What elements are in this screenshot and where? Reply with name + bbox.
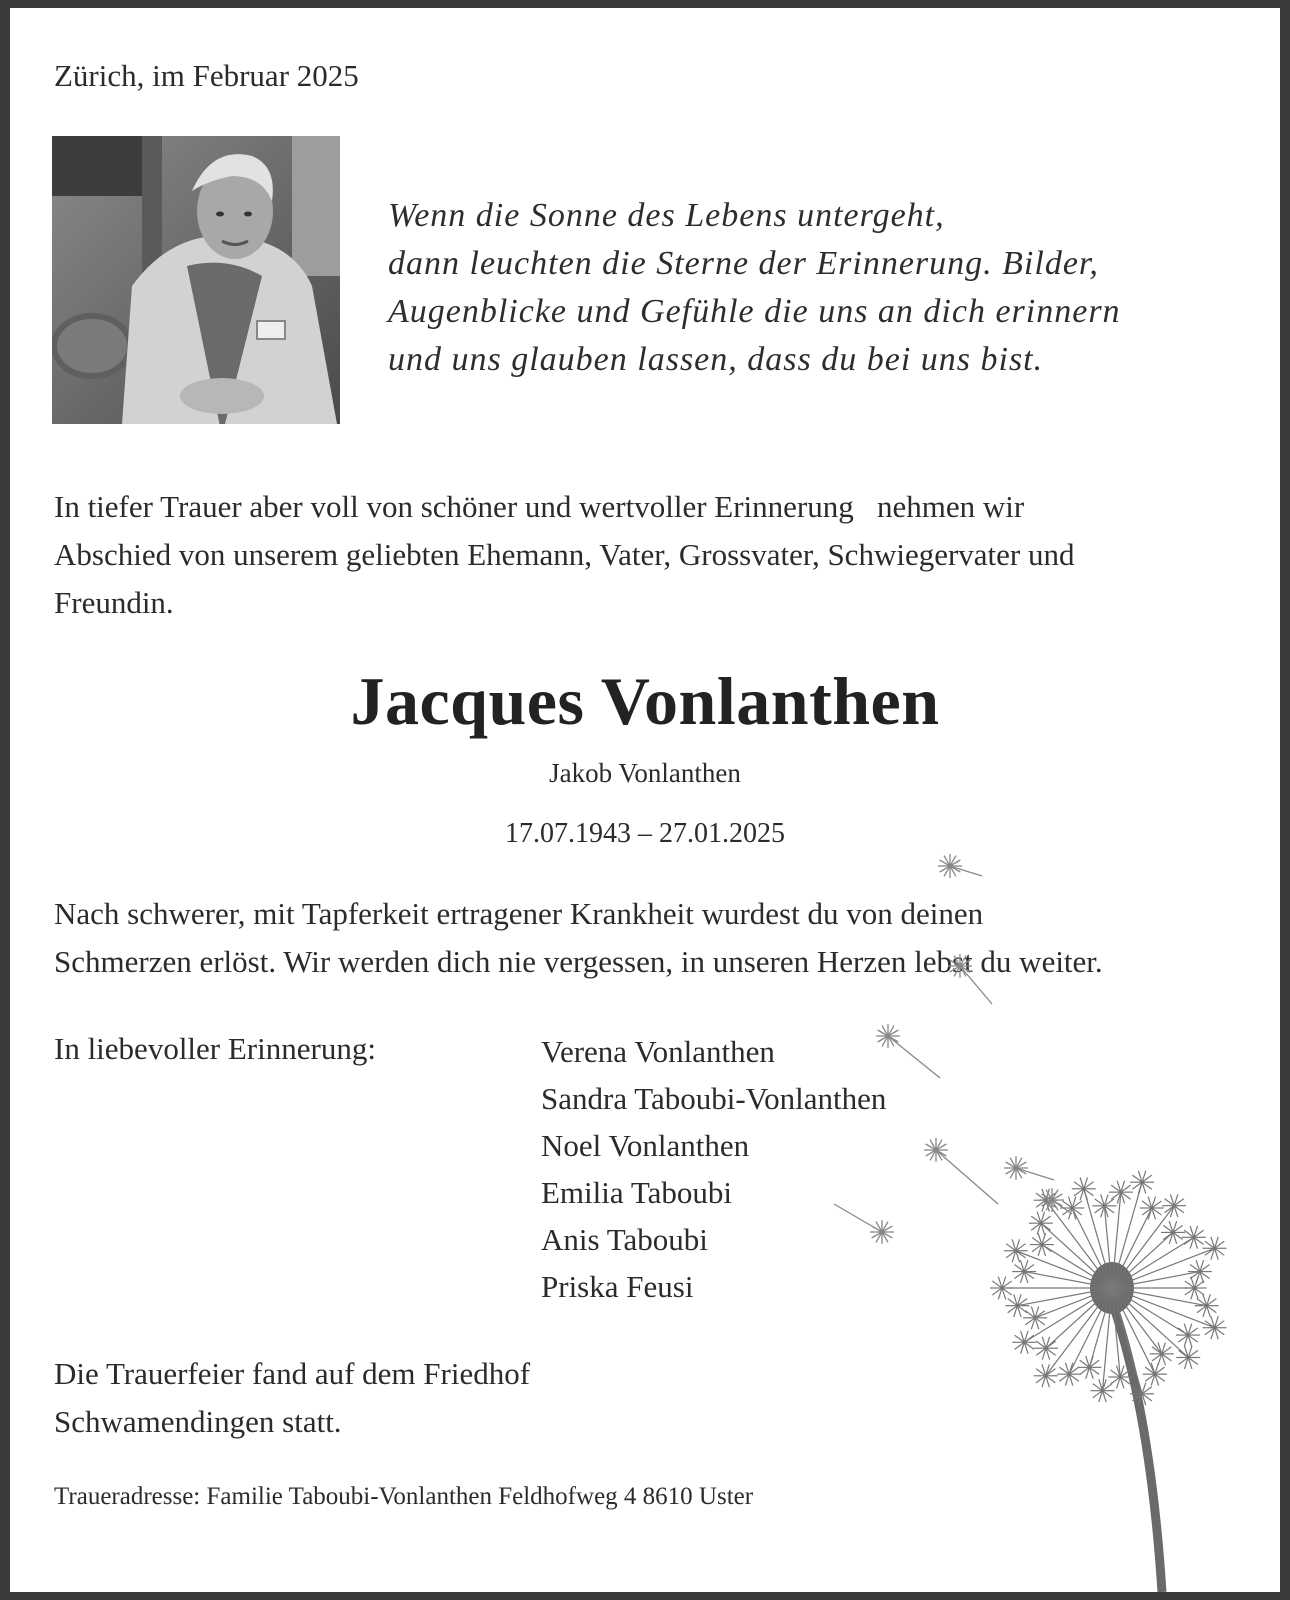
memorial-verse bbox=[388, 192, 1248, 384]
life-dates: 17.07.1943 – 27.01.2025 bbox=[505, 818, 785, 849]
memory-label: In liebevoller Erinnerung: bbox=[54, 1031, 376, 1066]
portrait-illustration bbox=[52, 136, 340, 424]
deceased-name: Jacques Vonlanthen bbox=[350, 663, 940, 739]
obituary-card bbox=[10, 8, 1280, 1592]
seed-puff bbox=[948, 954, 972, 978]
intro-line: In tiefer Trauer aber voll von schöner und wertvoller Erinnerung nehmen wir bbox=[54, 489, 1025, 524]
message-line: Nach schwerer, mit Tapferkeit ertragener Krankheit wurdest du von deinen bbox=[54, 896, 984, 931]
seed-puff bbox=[938, 854, 962, 878]
message-line: Schmerzen erlöst. Wir werden dich nie vergessen, in unseren Herzen lebst du weiter. bbox=[54, 944, 1103, 979]
mourner-name: Priska Feusi bbox=[541, 1269, 694, 1304]
place-date: Zürich, im Februar 2025 bbox=[54, 58, 359, 93]
dandelion-illustration bbox=[820, 848, 1280, 1592]
verse-line: Wenn die Sonne des Lebens untergeht, bbox=[388, 197, 945, 234]
mourner-name: Sandra Taboubi-Vonlanthen bbox=[541, 1081, 887, 1116]
mourner-name: Emilia Taboubi bbox=[541, 1175, 732, 1210]
seed-puff bbox=[876, 1024, 900, 1048]
seed-puff bbox=[1004, 1156, 1028, 1180]
flying-seeds bbox=[834, 854, 1072, 1244]
portrait-photo bbox=[52, 136, 340, 424]
deceased-birth-name: Jakob Vonlanthen bbox=[549, 758, 741, 788]
seed-puff bbox=[870, 1220, 894, 1244]
ceremony-line: Schwamendingen statt. bbox=[54, 1404, 342, 1439]
ceremony-note bbox=[54, 1350, 530, 1446]
verse-line: Augenblicke und Gefühle die uns an dich erinnern bbox=[388, 293, 1121, 330]
intro-line: Freundin. bbox=[54, 585, 174, 620]
mourner-name: Anis Taboubi bbox=[541, 1222, 708, 1257]
mourner-name: Noel Vonlanthen bbox=[541, 1128, 750, 1163]
dandelion-flower bbox=[990, 1171, 1227, 1592]
mourning-address: Traueradresse: Familie Taboubi-Vonlanthen Feldhofweg 4 8610 Uster bbox=[54, 1483, 754, 1510]
mourner-name: Verena Vonlanthen bbox=[541, 1034, 775, 1069]
seed-puff bbox=[924, 1138, 948, 1162]
verse-line: dann leuchten die Sterne der Erinnerung. Bilder, bbox=[388, 245, 1099, 282]
intro-line: Abschied von unserem geliebten Ehemann, Vater, Grossvater, Schwiegervater und bbox=[54, 537, 1075, 572]
intro-paragraph bbox=[54, 483, 1234, 627]
ceremony-line: Die Trauerfeier fand auf dem Friedhof bbox=[54, 1356, 531, 1391]
verse-line: und uns glauben lassen, dass du bei uns bist. bbox=[388, 341, 1044, 378]
